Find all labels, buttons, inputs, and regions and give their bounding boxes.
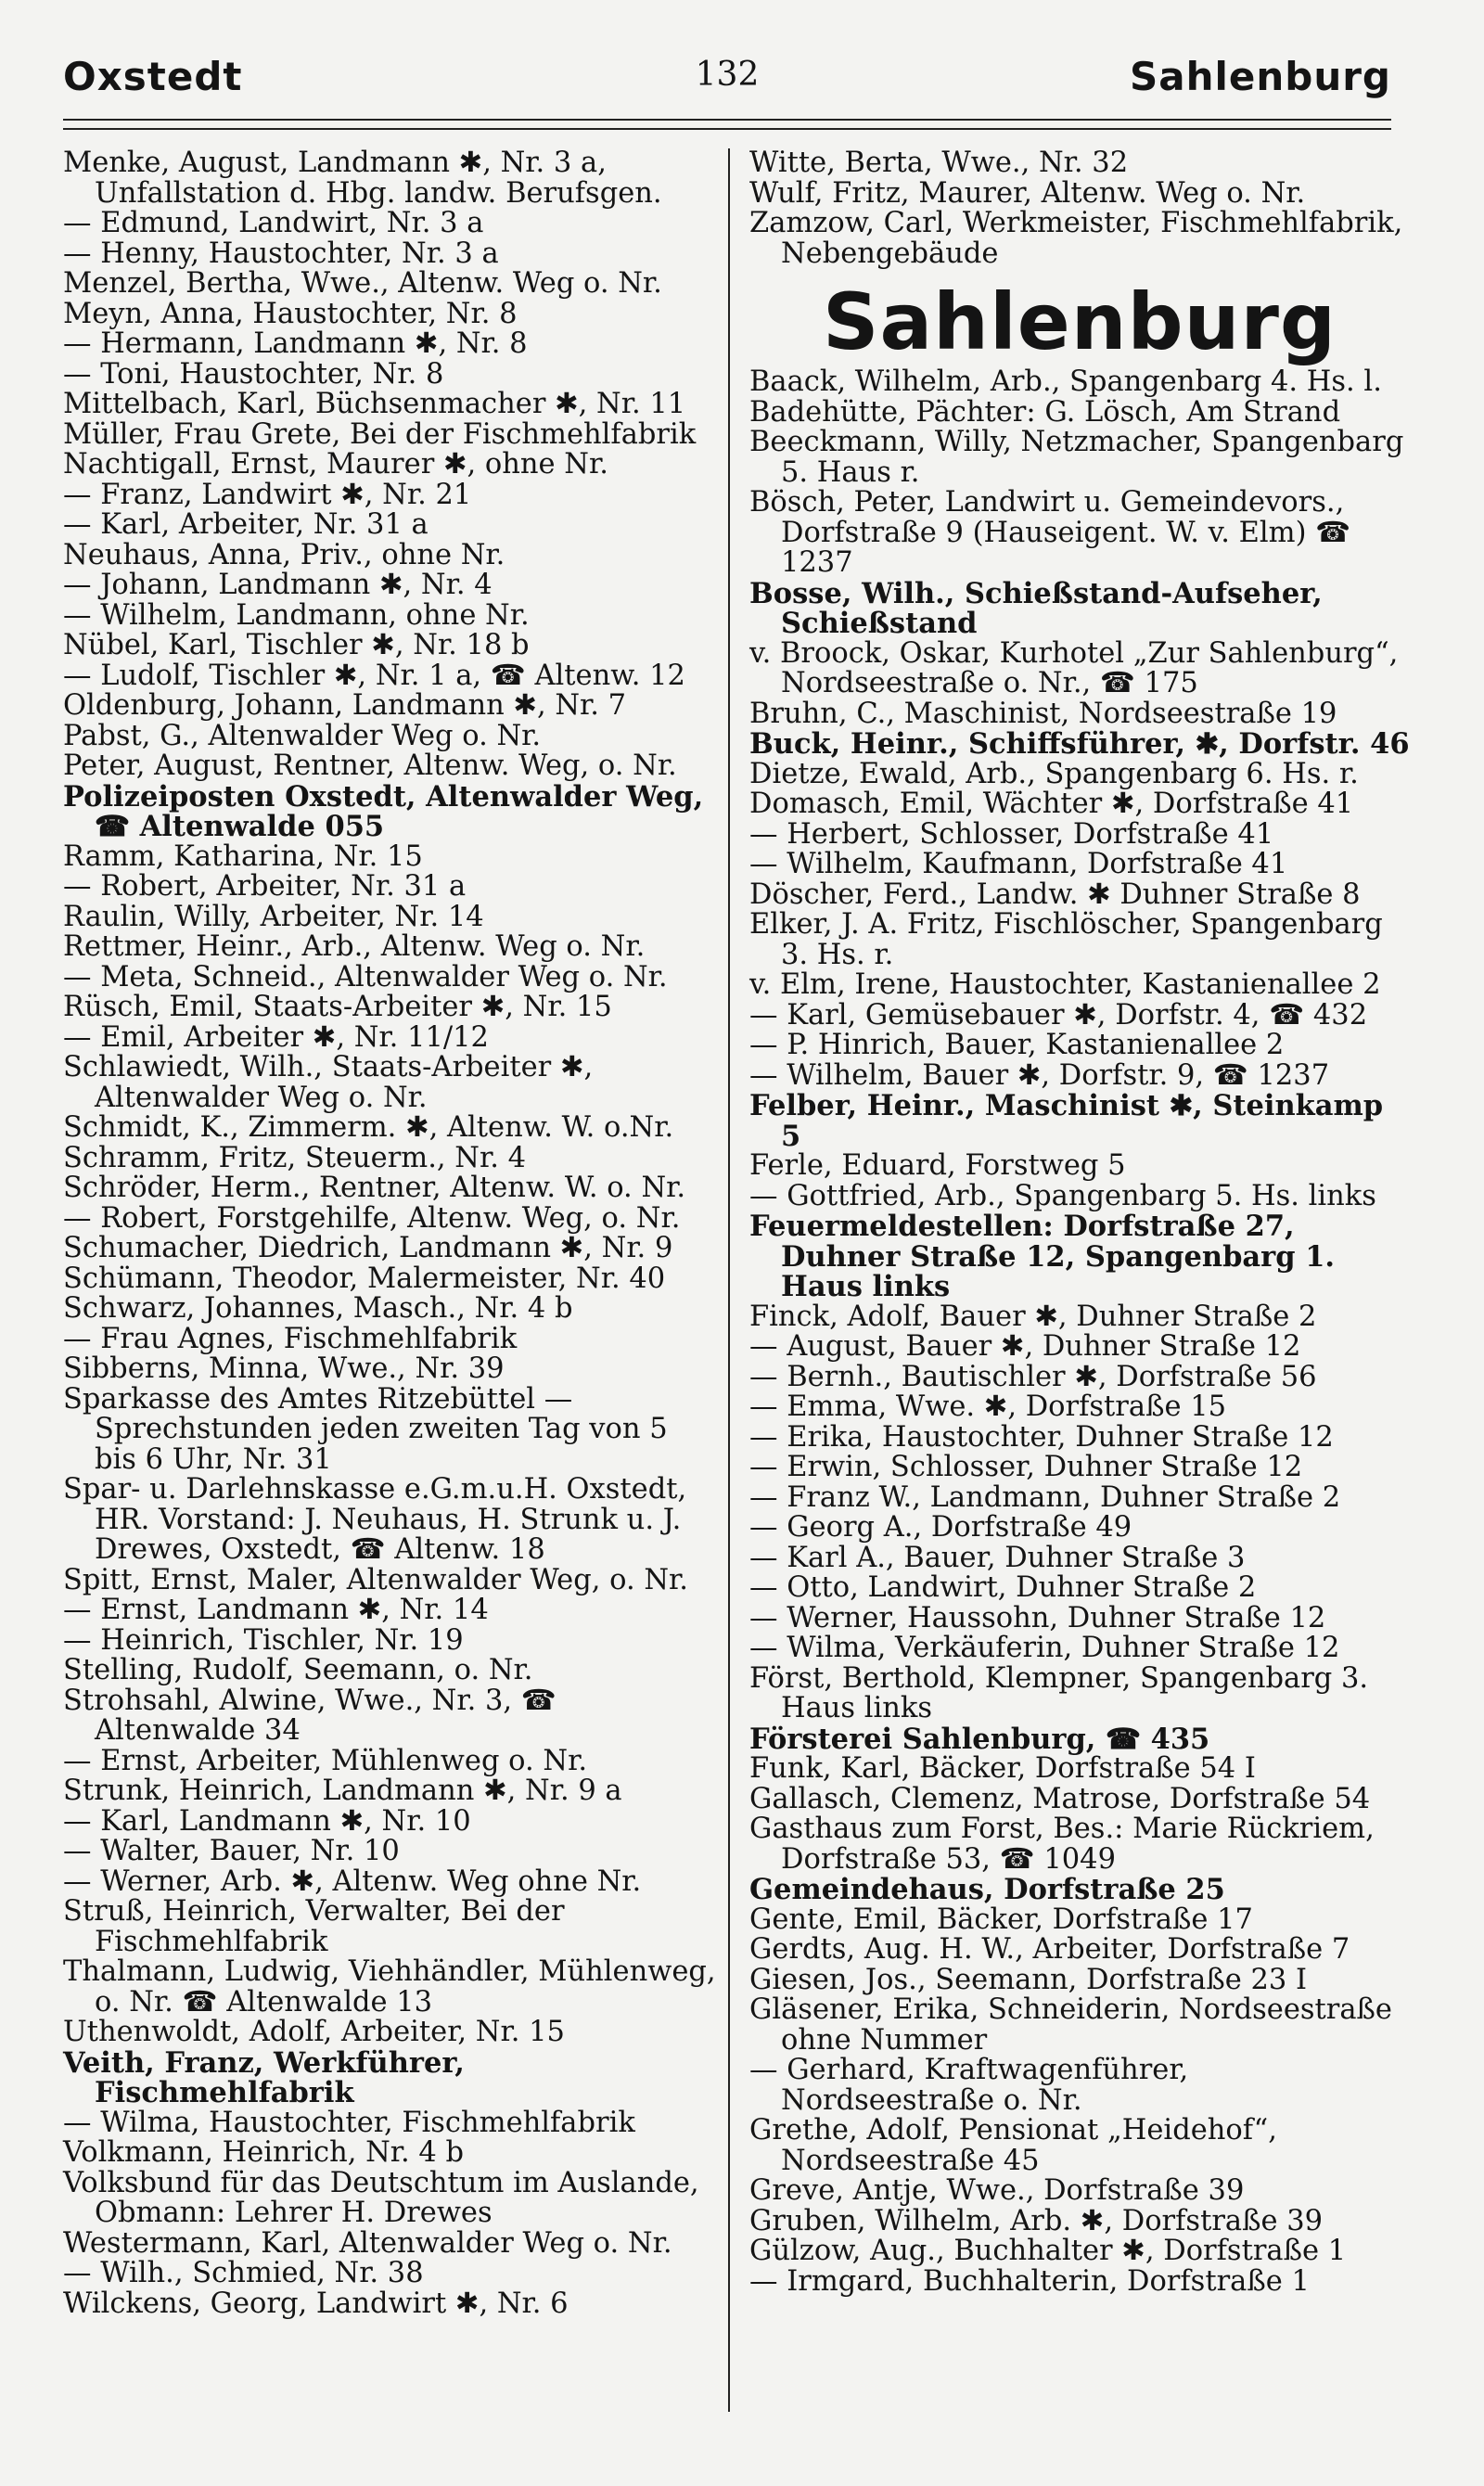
directory-entry: — Robert, Forstgehilfe, Altenw. Weg, o. Nr.	[63, 1201, 681, 1235]
directory-entry: — Wilma, Verkäuferin, Duhner Straße 12	[749, 1632, 1340, 1664]
directory-entry: Sparkasse des Amtes Ritzebüttel — Sprechstunden jeden zweiten Tag von 5 bis 6 Uhr, Nr. 31	[63, 1382, 677, 1476]
directory-entry: — Karl, Gemüsebauer ✱, Dorfstr. 4, ☎ 432	[749, 998, 1368, 1032]
directory-entry: Spar- u. Darlehnskasse e.G.m.u.H. Oxstedt, HR. Vorstand: J. Neuhaus, H. Strunk u. J. Drewes, Oxstedt, ☎ Altenw. 18	[63, 1473, 696, 1566]
directory-entry: — Hermann, Landmann ✱, Nr. 8	[63, 327, 528, 360]
directory-entry: Volkmann, Heinrich, Nr. 4 b	[63, 2136, 465, 2169]
header-left-place: Oxstedt	[63, 54, 243, 99]
directory-entry: Schramm, Fritz, Steuerm., Nr. 4	[63, 1141, 527, 1174]
directory-entry: Buck, Heinr., Schiffsführer, ✱, Dorfstr. 46	[749, 727, 1410, 761]
directory-entry: Thalmann, Ludwig, Viehhändler, Mühlenweg, o. Nr. ☎ Altenwalde 13	[63, 1955, 725, 2018]
directory-entry: Strunk, Heinrich, Landmann ✱, Nr. 9 a	[63, 1775, 622, 1807]
left-column	[63, 147, 725, 2320]
directory-entry: — Ernst, Arbeiter, Mühlenweg o. Nr.	[63, 1744, 588, 1777]
directory-entry: Strohsahl, Alwine, Wwe., Nr. 3, ☎ Altenwalde 34	[63, 1684, 566, 1747]
directory-entry: Wulf, Fritz, Maurer, Altenw. Weg o. Nr.	[749, 176, 1306, 210]
directory-entry: Dietze, Ewald, Arb., Spangenbarg 6. Hs. r.	[749, 757, 1359, 790]
directory-entry: — Johann, Landmann ✱, Nr. 4	[63, 569, 493, 601]
directory-entry: Baack, Wilhelm, Arb., Spangenbarg 4. Hs. l.	[749, 365, 1382, 398]
directory-entry: — Heinrich, Tischler, Nr. 19	[63, 1623, 464, 1657]
directory-entry: — Meta, Schneid., Altenwalder Weg o. Nr.	[63, 960, 668, 993]
directory-entry: Beeckmann, Willy, Netzmacher, Spangenbarg 5. Haus r.	[749, 426, 1414, 489]
directory-entry: — Karl, Landmann ✱, Nr. 10	[63, 1804, 471, 1838]
directory-entry: Elker, J. A. Fritz, Fischlöscher, Spangenbarg 3. Hs. r.	[749, 908, 1392, 971]
directory-entry: Raulin, Willy, Arbeiter, Nr. 14	[63, 900, 484, 933]
directory-entry: — August, Bauer ✱, Duhner Straße 12	[749, 1330, 1301, 1363]
directory-entry: Uthenwoldt, Adolf, Arbeiter, Nr. 15	[63, 2016, 565, 2048]
header-right-place: Sahlenburg	[1129, 54, 1391, 99]
directory-entry: Schlawiedt, Wilh., Staats-Arbeiter ✱, Altenwalder Weg o. Nr.	[63, 1051, 602, 1114]
directory-entry: Oldenburg, Johann, Landmann ✱, Nr. 7	[63, 689, 627, 722]
directory-entry: Schümann, Theodor, Malermeister, Nr. 40	[63, 1262, 666, 1295]
directory-entry: — Emil, Arbeiter ✱, Nr. 11/12	[63, 1020, 489, 1054]
directory-entry: Volksbund für das Deutschtum im Auslande, Obmann: Lehrer H. Drewes	[63, 2166, 709, 2229]
directory-entry: Bruhn, C., Maschinist, Nordseestraße 19	[749, 697, 1337, 730]
directory-entry: — Franz, Landwirt ✱, Nr. 21	[63, 478, 472, 511]
directory-entry: Felber, Heinr., Maschinist ✱, Steinkamp 5	[749, 1089, 1393, 1153]
directory-entry: Ferle, Eduard, Forstweg 5	[749, 1149, 1126, 1182]
directory-entry: Struß, Heinrich, Verwalter, Bei der Fischmehlfabrik	[63, 1895, 574, 1958]
directory-entry: — Gerhard, Kraftwagenführer, Nordseestraße o. Nr.	[749, 2054, 1197, 2117]
directory-entry: — Gottfried, Arb., Spangenbarg 5. Hs. links	[749, 1179, 1376, 1212]
directory-entry: — Frau Agnes, Fischmehlfabrik	[63, 1322, 518, 1355]
directory-entry: — Walter, Bauer, Nr. 10	[63, 1835, 400, 1867]
directory-entry: — Erika, Haustochter, Duhner Straße 12	[749, 1420, 1334, 1454]
directory-entry: Schumacher, Diedrich, Landmann ✱, Nr. 9	[63, 1232, 673, 1264]
directory-entry: Funk, Karl, Bäcker, Dorfstraße 54 I	[749, 1752, 1256, 1785]
directory-entry: — Wilhelm, Landmann, ohne Nr.	[63, 598, 530, 632]
directory-entry: v. Broock, Oskar, Kurhotel „Zur Sahlenburg“, Nordseestraße o. Nr., ☎ 175	[749, 636, 1408, 699]
directory-entry: Gerdts, Aug. H. W., Arbeiter, Dorfstraße 7	[749, 1933, 1350, 1966]
directory-entry: — Herbert, Schlosser, Dorfstraße 41	[749, 817, 1274, 851]
directory-entry: Müller, Frau Grete, Bei der Fischmehlfabrik	[63, 417, 697, 451]
page-header	[63, 54, 1391, 109]
directory-entry: Gläsener, Erika, Schneiderin, Nordseestraße ohne Nummer	[749, 1993, 1401, 2057]
directory-entry: Westermann, Karl, Altenwalder Weg o. Nr.	[63, 2226, 672, 2260]
directory-entry: — Edmund, Landwirt, Nr. 3 a	[63, 207, 484, 239]
directory-entry: — P. Hinrich, Bauer, Kastanienallee 2	[749, 1029, 1285, 1061]
right-column-top-entries	[749, 147, 1413, 270]
directory-entry: Först, Berthold, Klempner, Spangenbarg 3. Haus links	[749, 1661, 1377, 1724]
directory-entry: Döscher, Ferd., Landw. ✱ Duhner Straße 8	[749, 878, 1361, 911]
directory-entry: Schwarz, Johannes, Masch., Nr. 4 b	[63, 1292, 573, 1325]
directory-entry: Pabst, G., Altenwalder Weg o. Nr.	[63, 719, 542, 752]
column-divider	[728, 148, 730, 2412]
directory-entry: Witte, Berta, Wwe., Nr. 32	[749, 147, 1129, 179]
directory-entry: Bosse, Wilh., Schießstand-Aufseher, Schießstand	[749, 576, 1333, 640]
directory-entry: v. Elm, Irene, Haustochter, Kastanienallee 2	[749, 968, 1381, 1001]
directory-entry: Rettmer, Heinr., Arb., Altenw. Weg o. Nr.	[63, 930, 646, 963]
right-column-bottom-entries	[749, 365, 1414, 2298]
directory-entry: Mittelbach, Karl, Büchsenmacher ✱, Nr. 11	[63, 388, 686, 420]
right-column	[749, 147, 1414, 2298]
directory-entry: — Georg A., Dorfstraße 49	[749, 1511, 1132, 1544]
directory-entry: Polizeiposten Oxstedt, Altenwalder Weg, ☎ Altenwalde 055	[63, 779, 713, 843]
directory-entry: Greve, Antje, Wwe., Dorfstraße 39	[749, 2174, 1245, 2207]
directory-entry: Nübel, Karl, Tischler ✱, Nr. 18 b	[63, 629, 530, 661]
directory-entry: — Wilhelm, Kaufmann, Dorfstraße 41	[749, 848, 1288, 880]
page-number: 132	[695, 56, 760, 94]
directory-entry: Gruben, Wilhelm, Arb. ✱, Dorfstraße 39	[749, 2204, 1324, 2237]
directory-entry: — Karl A., Bauer, Duhner Straße 3	[749, 1541, 1246, 1574]
directory-entry: — Henny, Haustochter, Nr. 3 a	[63, 237, 499, 270]
directory-entry: Bösch, Peter, Landwirt u. Gemeindevors., Dorfstraße 9 (Hauseigent. W. v. Elm) ☎ 1237	[749, 486, 1360, 579]
directory-entry: — Ludolf, Tischler ✱, Nr. 1 a, ☎ Altenw. 12	[63, 659, 685, 692]
directory-entry: — Ernst, Landmann ✱, Nr. 14	[63, 1594, 489, 1626]
directory-entry: Meyn, Anna, Haustochter, Nr. 8	[63, 297, 518, 330]
directory-entry: — Werner, Arb. ✱, Altenw. Weg ohne Nr.	[63, 1864, 642, 1898]
directory-entry: — Robert, Arbeiter, Nr. 31 a	[63, 870, 467, 903]
directory-entry: Zamzow, Carl, Werkmeister, Fischmehlfabrik, Nebengebäude	[749, 207, 1413, 270]
directory-entry: Menke, August, Landmann ✱, Nr. 3 a, Unfallstation d. Hbg. landw. Berufsgen.	[63, 147, 662, 210]
directory-entry: Veith, Franz, Werkführer, Fischmehlfabrik	[63, 2045, 475, 2109]
directory-entry: Menzel, Bertha, Wwe., Altenw. Weg o. Nr.	[63, 267, 662, 300]
directory-entry: Domasch, Emil, Wächter ✱, Dorfstraße 41	[749, 788, 1354, 820]
directory-entry: Schmidt, K., Zimmerm. ✱, Altenw. W. o.Nr.	[63, 1111, 674, 1144]
directory-entry: Gallasch, Clemenz, Matrose, Dorfstraße 54	[749, 1782, 1371, 1815]
directory-entry: Feuermeldestellen: Dorfstraße 27, Duhner Straße 12, Spangenbarg 1. Haus links	[749, 1210, 1345, 1303]
directory-entry: Försterei Sahlenburg, ☎ 435	[749, 1722, 1210, 1756]
header-rule-bottom	[63, 128, 1391, 130]
directory-entry: — Emma, Wwe. ✱, Dorfstraße 15	[749, 1390, 1227, 1423]
directory-entry: — Toni, Haustochter, Nr. 8	[63, 357, 444, 391]
directory-entry: — Bernh., Bautischler ✱, Dorfstraße 56	[749, 1360, 1317, 1393]
header-rule-top	[63, 119, 1391, 121]
directory-entry: — Werner, Haussohn, Duhner Straße 12	[749, 1601, 1326, 1634]
directory-entry: Gente, Emil, Bäcker, Dorfstraße 17	[749, 1903, 1253, 1936]
directory-entry: Neuhaus, Anna, Priv., ohne Nr.	[63, 538, 505, 571]
directory-entry: Sibberns, Minna, Wwe., Nr. 39	[63, 1352, 505, 1385]
directory-entry: Grethe, Adolf, Pensionat „Heidehof“, Nordseestraße 45	[749, 2114, 1286, 2177]
directory-entry: — Wilma, Haustochter, Fischmehlfabrik	[63, 2106, 635, 2139]
directory-entry: — Karl, Arbeiter, Nr. 31 a	[63, 508, 429, 541]
directory-entry: Giesen, Jos., Seemann, Dorfstraße 23 I	[749, 1963, 1308, 1996]
directory-entry: — Franz W., Landmann, Duhner Straße 2	[749, 1480, 1341, 1514]
directory-entry: — Otto, Landwirt, Duhner Straße 2	[749, 1571, 1257, 1604]
directory-entry: Rüsch, Emil, Staats-Arbeiter ✱, Nr. 15	[63, 991, 612, 1023]
directory-entry: Spitt, Ernst, Maler, Altenwalder Weg, o. Nr.	[63, 1563, 688, 1596]
directory-entry: Finck, Adolf, Bauer ✱, Duhner Straße 2	[749, 1300, 1317, 1333]
directory-entry: — Irmgard, Buchhalterin, Dorfstraße 1	[749, 2264, 1310, 2298]
directory-entry: — Wilhelm, Bauer ✱, Dorfstr. 9, ☎ 1237	[749, 1058, 1330, 1092]
directory-entry: Gülzow, Aug., Buchhalter ✱, Dorfstraße 1	[749, 2235, 1347, 2267]
directory-entry: — Wilh., Schmied, Nr. 38	[63, 2257, 424, 2289]
directory-entry: Stelling, Rudolf, Seemann, o. Nr.	[63, 1654, 533, 1686]
directory-entry: Gasthaus zum Forst, Bes.: Marie Rückriem, Dorfstraße 53, ☎ 1049	[749, 1813, 1384, 1876]
directory-entry: Schröder, Herm., Rentner, Altenw. W. o. Nr.	[63, 1172, 686, 1204]
directory-entry: Badehütte, Pächter: G. Lösch, Am Strand	[749, 395, 1341, 429]
directory-entry: Wilckens, Georg, Landwirt ✱, Nr. 6	[63, 2287, 569, 2320]
directory-entry: — Erwin, Schlosser, Duhner Straße 12	[749, 1451, 1303, 1483]
directory-entry: Gemeindehaus, Dorfstraße 25	[749, 1873, 1225, 1906]
directory-entry: Ramm, Katharina, Nr. 15	[63, 839, 423, 873]
directory-entry: Nachtigall, Ernst, Maurer ✱, ohne Nr.	[63, 448, 608, 481]
directory-entry: Peter, August, Rentner, Altenw. Weg, o. Nr.	[63, 750, 677, 782]
section-title: Sahlenburg	[822, 276, 1337, 367]
